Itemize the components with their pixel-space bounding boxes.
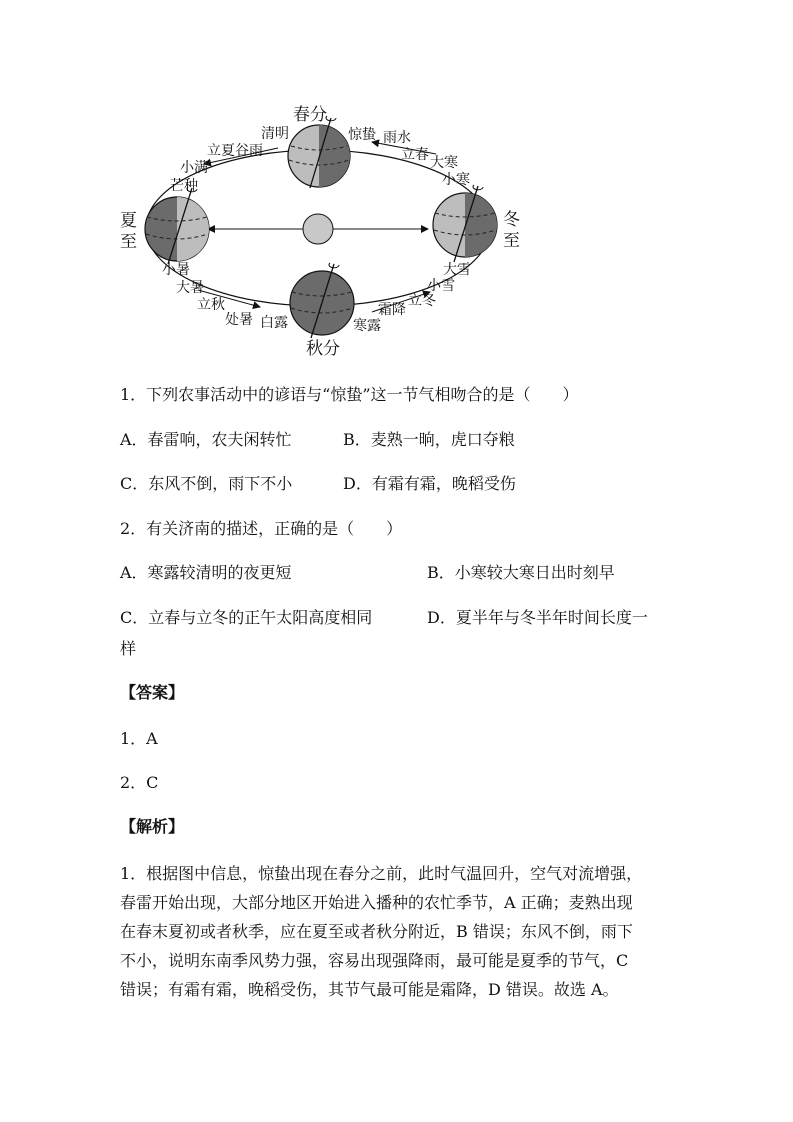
label-chushu: 处暑 (225, 312, 253, 328)
earth-orbit-solar-terms-diagram (110, 92, 530, 364)
answer-1: 1．A (120, 729, 158, 748)
analysis-line-4: 不小，说明东南季风势力强，容易出现强降雨，最可能是夏季的节气，C (120, 951, 629, 970)
question-2-option-a: A．寒露较清明的夜更短 (120, 563, 292, 582)
label-spring-equinox: 春分 (293, 105, 327, 125)
question-2-stem: 2．有关济南的描述，正确的是（ ） (120, 519, 403, 538)
answer-2: 2．C (120, 773, 159, 792)
analysis-line-3: 在春末夏初或者秋季，应在夏至或者秋分附近，B 错误；东风不倒，雨下 (120, 922, 633, 941)
label-qingming: 清明 (261, 126, 289, 142)
label-xiaohan: 小寒 (442, 172, 470, 188)
question-2-option-d: D．夏半年与冬半年时间长度一 (427, 608, 648, 627)
earth-summer-solstice (145, 187, 209, 264)
label-bailu: 白露 (260, 315, 288, 331)
question-1-option-d: D．有霜有霜，晚稻受伤 (343, 474, 516, 493)
label-winter-solstice-2: 至 (503, 231, 520, 251)
question-1-option-c: C．东风不倒，雨下不小 (120, 474, 293, 493)
label-xiaoman: 小满 (180, 160, 208, 176)
analysis-line-1: 1．根据图中信息，惊蛰出现在春分之前，此时气温回升，空气对流增强， (120, 864, 643, 883)
label-liqiu: 立秋 (197, 297, 225, 313)
analysis-heading: 【解析】 (120, 817, 185, 836)
question-1-stem: 1．下列农事活动中的谚语与“惊蛰”这一节气相吻合的是（ ） (120, 385, 579, 404)
question-1-option-a: A．春雷响，农夫闲转忙 (120, 430, 292, 449)
question-2-option-c: C．立春与立冬的正午太阳高度相同 (120, 608, 373, 627)
earth-spring-equinox (288, 116, 350, 188)
analysis-line-2: 春雷开始出现，大部分地区开始进入播种的农忙季节，A 正确；麦熟出现 (120, 893, 633, 912)
analysis-line-5: 错误；有霜有霜，晚稻受伤，其节气最可能是霜降，D 错误。故选 A。 (120, 980, 619, 999)
question-2-option-b: B．小寒较大寒日出时刻早 (427, 563, 615, 582)
question-1-option-b: B．麦熟一晌，虎口夺粮 (343, 430, 515, 449)
label-xiaoxue: 小雪 (427, 278, 455, 294)
label-dahan: 大寒 (430, 155, 458, 171)
label-dashu: 大暑 (176, 280, 204, 296)
question-2-option-d-continued: 样 (120, 639, 137, 658)
answer-heading: 【答案】 (120, 683, 185, 702)
label-summer-solstice-1: 夏 (120, 211, 137, 231)
label-daxue: 大雪 (443, 262, 471, 278)
label-xiaoshu: 小暑 (162, 262, 190, 278)
label-jingzhe: 惊蛰 (348, 127, 376, 143)
label-shuangjiang: 霜降 (378, 302, 406, 318)
earth-winter-solstice (433, 185, 497, 262)
earth-autumn-equinox (290, 263, 354, 338)
label-lixia-guyu: 立夏谷雨 (207, 143, 263, 159)
label-mangzhong: 芒种 (170, 178, 198, 194)
label-lidong: 立冬 (408, 293, 436, 309)
analysis-paragraph (120, 859, 676, 1004)
label-summer-solstice-2: 至 (120, 232, 137, 252)
sun (303, 214, 333, 244)
label-lichun: 立春 (401, 147, 429, 163)
label-yushui: 雨水 (383, 130, 411, 146)
label-autumn-equinox: 秋分 (306, 339, 340, 359)
label-winter-solstice-1: 冬 (503, 210, 520, 230)
label-hanlu: 寒露 (353, 318, 381, 334)
